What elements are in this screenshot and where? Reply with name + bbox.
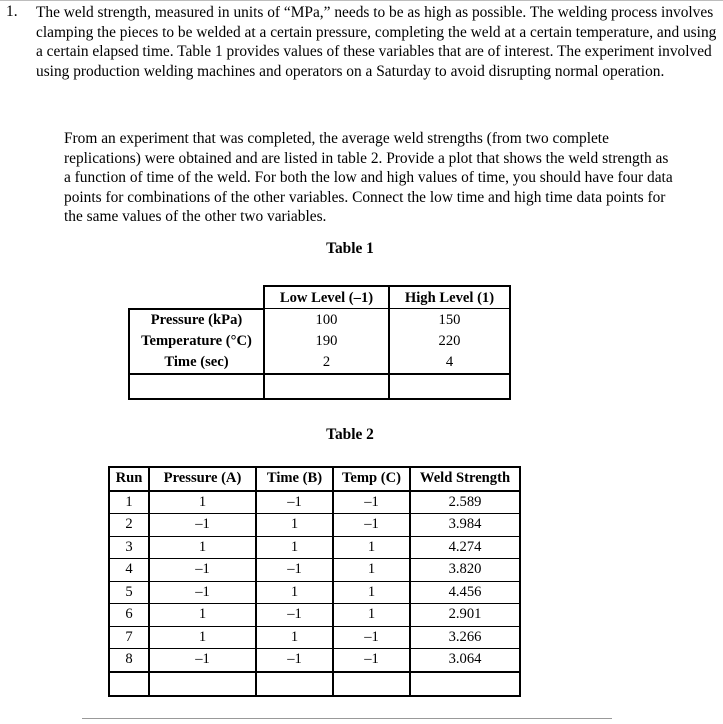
table1-row (129, 352, 510, 374)
table2-temp: 1 (333, 536, 410, 559)
table2-pressure: –1 (149, 649, 256, 672)
table2-time: –1 (256, 604, 333, 627)
table1-high: 4 (389, 352, 510, 374)
table2-run: 5 (109, 581, 149, 604)
table2-run: 6 (109, 604, 149, 627)
table1-low: 2 (264, 352, 389, 374)
table2-time: 1 (256, 581, 333, 604)
table2-temp: –1 (333, 626, 410, 649)
table2-strength: 2.901 (410, 604, 520, 627)
table-row (109, 514, 520, 537)
table2-time: 1 (256, 626, 333, 649)
table2-strength: 3.064 (410, 649, 520, 672)
question-number: 1. (6, 3, 18, 20)
table1-variable-levels (128, 285, 511, 400)
table2-empty-cell (256, 672, 333, 696)
table2-header-temp: Temp (C) (333, 467, 410, 491)
table2-strength: 3.266 (410, 626, 520, 649)
table1-high: 220 (389, 331, 510, 352)
table2-header-strength: Weld Strength (410, 467, 520, 491)
table2-time: –1 (256, 491, 333, 514)
table2-header-time: Time (B) (256, 467, 333, 491)
table2-header-row (109, 467, 520, 491)
table2-empty-cell (333, 672, 410, 696)
table2-pressure: 1 (149, 604, 256, 627)
table2-empty-cell (109, 672, 149, 696)
table1-empty-cell (389, 374, 510, 399)
table2-empty-cell (410, 672, 520, 696)
table2-empty-row (109, 672, 520, 696)
table2-run: 4 (109, 559, 149, 582)
table-row (109, 581, 520, 604)
table1-high: 150 (389, 309, 510, 331)
table1-header-high: High Level (1) (389, 286, 510, 309)
table1-empty-cell (129, 374, 264, 399)
table2-run: 2 (109, 514, 149, 537)
table-row (109, 649, 520, 672)
top-divider (0, 0, 723, 1)
table1-header-low: Low Level (–1) (264, 286, 389, 309)
table2-temp: 1 (333, 604, 410, 627)
table2-run: 1 (109, 491, 149, 514)
table2-temp: 1 (333, 559, 410, 582)
table2-temp: –1 (333, 491, 410, 514)
table2-run: 8 (109, 649, 149, 672)
table1-variable: Temperature (°C) (129, 331, 264, 352)
table2-temp: –1 (333, 514, 410, 537)
question-task: From an experiment that was completed, the average weld strengths (from two complete replications) were obtained and are listed in table 2. Provide a plot that shows the weld strength as a function of time of the weld. For both the low and high values of time, you should have four data points for combinations of the other variables. Connect the low time and high time data points for the same values of the other two variables. (64, 130, 673, 225)
table1-empty-cell (264, 374, 389, 399)
table2-pressure: –1 (149, 581, 256, 604)
table-row (109, 559, 520, 582)
table2-strength: 3.820 (410, 559, 520, 582)
table-row (109, 604, 520, 627)
table-row (109, 536, 520, 559)
table1-header-blank (129, 286, 264, 309)
table2-header-run: Run (109, 467, 149, 491)
table2-time: 1 (256, 536, 333, 559)
table2-pressure: –1 (149, 514, 256, 537)
table2-header-pressure: Pressure (A) (149, 467, 256, 491)
table2-caption: Table 2 (326, 426, 374, 443)
table2-time: 1 (256, 514, 333, 537)
table2-pressure: –1 (149, 559, 256, 582)
table2-strength: 4.456 (410, 581, 520, 604)
table-row (109, 491, 520, 514)
table1-header-row (129, 286, 510, 309)
table1-empty-row (129, 374, 510, 399)
table2-empty-cell (149, 672, 256, 696)
table2-run: 3 (109, 536, 149, 559)
table2-strength: 4.274 (410, 536, 520, 559)
table2-pressure: 1 (149, 536, 256, 559)
table2-strength: 3.984 (410, 514, 520, 537)
table2-run: 7 (109, 626, 149, 649)
table1-row (129, 331, 510, 352)
table2-weld-strength (108, 466, 521, 697)
table2-pressure: 1 (149, 491, 256, 514)
table2-time: –1 (256, 559, 333, 582)
table2-strength: 2.589 (410, 491, 520, 514)
table1-caption: Table 1 (326, 240, 374, 257)
table2-temp: –1 (333, 649, 410, 672)
table1-variable: Time (sec) (129, 352, 264, 374)
table-row (109, 626, 520, 649)
table1-low: 190 (264, 331, 389, 352)
question-intro: The weld strength, measured in units of “MPa,” needs to be as high as possible. The welding process involves clamping the pieces to be welded at a certain pressure, completing the weld at a certain temperature, and using a certain elapsed time. Table 1 provides values of these variables that are of interest. The experiment involved using production welding machines and operators on a Saturday to avoid disrupting normal operation. (36, 4, 717, 80)
table2-pressure: 1 (149, 626, 256, 649)
table2-time: –1 (256, 649, 333, 672)
table2-temp: 1 (333, 581, 410, 604)
table1-low: 100 (264, 309, 389, 331)
bottom-divider (82, 718, 612, 719)
table1-variable: Pressure (kPa) (129, 309, 264, 331)
table1-row (129, 309, 510, 331)
